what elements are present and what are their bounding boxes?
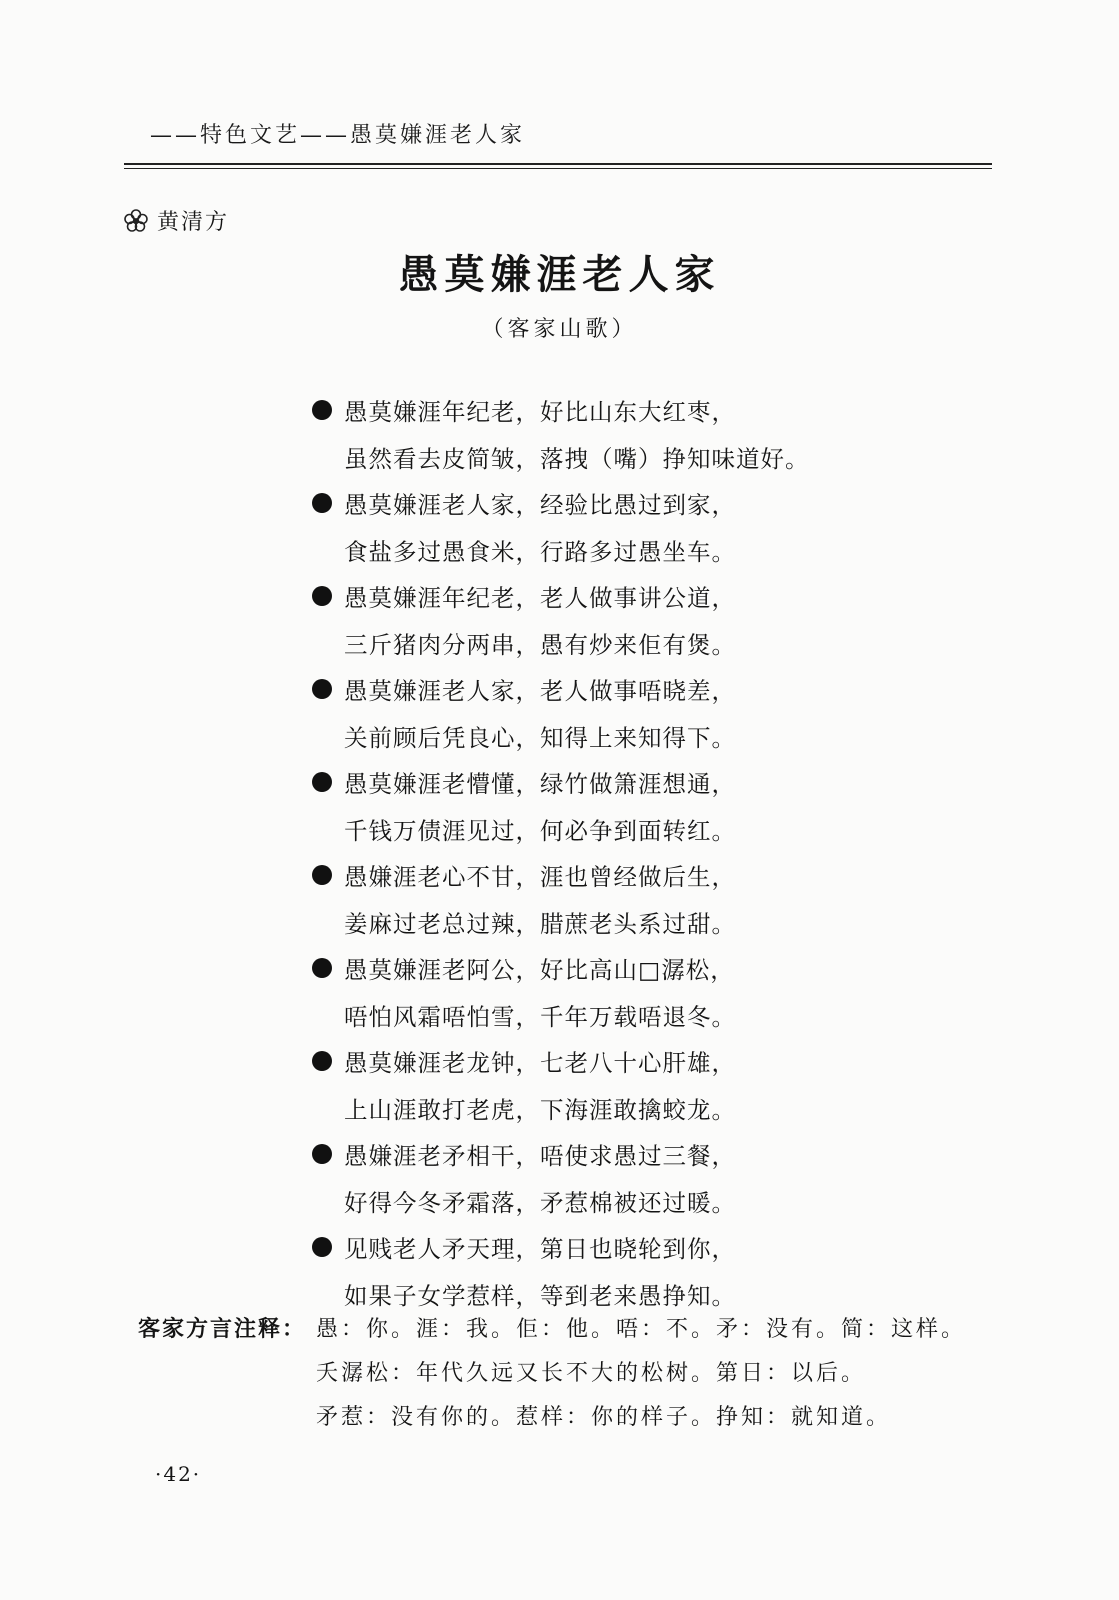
stanza <box>312 1224 872 1317</box>
author-name: 黄清方 <box>157 210 230 235</box>
stanza-line <box>312 480 872 527</box>
bullet-icon <box>312 1051 332 1071</box>
bullet-icon <box>312 1237 332 1257</box>
stanza <box>312 1131 872 1224</box>
stanza-line <box>312 1224 872 1271</box>
stanza-line <box>312 992 872 1039</box>
stanza-line <box>312 759 872 806</box>
bullet-icon <box>312 493 332 513</box>
stanza <box>312 480 872 573</box>
flower-icon <box>123 208 149 234</box>
stanza-line <box>312 1085 872 1132</box>
stanza <box>312 945 872 1038</box>
stanza-line <box>312 899 872 946</box>
stanza-line <box>312 666 872 713</box>
page-number: ·42· <box>155 1462 202 1486</box>
stanza-text: 愚莫嫌涯老人家，经验比愚过到家， <box>344 491 736 520</box>
stanza-text: 如果子女学惹样，等到老来愚挣知。 <box>344 1281 736 1310</box>
note-row <box>138 1393 966 1437</box>
note-text: 矛惹：没有你的。惹样：你的样子。挣知：就知道。 <box>316 1404 892 1430</box>
stanza-text: 姜麻过老总过辣，腊蔗老头系过甜。 <box>344 909 736 938</box>
bullet-icon <box>312 679 332 699</box>
stanza-text: 上山涯敢打老虎，下海涯敢擒蛟龙。 <box>344 1095 736 1124</box>
note-row <box>138 1305 966 1349</box>
stanza-text: 关前顾后凭良心，知得上来知得下。 <box>344 723 736 752</box>
author-line <box>123 205 229 236</box>
stanza-text: 愚莫嫌涯老阿公，好比高山□潺松， <box>344 956 735 985</box>
bullet-icon <box>312 1144 332 1164</box>
stanza-line <box>312 713 872 760</box>
stanza-line <box>312 620 872 667</box>
stanza-line <box>312 387 872 434</box>
stanza-text: 愚嫌涯老心不甘，涯也曾经做后生， <box>344 863 736 892</box>
poem-title: 愚莫嫌涯老人家 <box>398 251 721 298</box>
stanza <box>312 1038 872 1131</box>
stanza-line <box>312 852 872 899</box>
poem-body <box>312 387 872 1317</box>
bullet-icon <box>312 772 332 792</box>
stanza-text: 愚莫嫌涯老人家，老人做事唔晓差， <box>344 677 736 706</box>
stanza-line <box>312 1178 872 1225</box>
poem-subtitle: （客家山歌） <box>481 317 638 342</box>
stanza-text: 愚莫嫌涯老龙钟，七老八十心肝雄， <box>344 1049 736 1078</box>
bullet-icon <box>312 865 332 885</box>
stanza-text: 愚莫嫌涯年纪老，好比山东大红枣， <box>344 398 736 427</box>
bullet-icon <box>312 586 332 606</box>
stanza-line <box>312 806 872 853</box>
stanza-text: 好得今冬矛霜落，矛惹棉被还过暖。 <box>344 1188 736 1217</box>
stanza <box>312 387 872 480</box>
notes-label: 客家方言注释： <box>138 1316 307 1342</box>
stanza-text: 三斤猪肉分两串，愚有炒来佢有煲。 <box>344 630 736 659</box>
header-rule-thin <box>124 168 992 169</box>
stanza-text: 愚莫嫌涯年纪老，老人做事讲公道， <box>344 584 736 613</box>
note-row <box>138 1349 966 1393</box>
stanza <box>312 759 872 852</box>
stanza-line <box>312 434 872 481</box>
bullet-icon <box>312 958 332 978</box>
note-text: 夭潺松：年代久远又长不大的松树。第日：以后。 <box>316 1360 867 1386</box>
stanza-text: 虽然看去皮简皱，落拽（嘴）挣知味道好。 <box>344 444 810 473</box>
dialect-notes <box>138 1305 966 1437</box>
stanza <box>312 852 872 945</box>
stanza-line <box>312 1131 872 1178</box>
stanza-line <box>312 527 872 574</box>
stanza <box>312 666 872 759</box>
stanza-text: 唔怕风霜唔怕雪，千年万载唔退冬。 <box>344 1002 736 1031</box>
note-text: 愚：你。涯：我。佢：他。唔：不。矛：没有。简：这样。 <box>316 1316 967 1342</box>
stanza-line <box>312 1038 872 1085</box>
stanza-text: 千钱万债涯见过，何必争到面转红。 <box>344 816 736 845</box>
stanza-line <box>312 945 872 992</box>
stanza-text: 食盐多过愚食米，行路多过愚坐车。 <box>344 537 736 566</box>
stanza <box>312 573 872 666</box>
stanza-text: 见贱老人矛天理，第日也晓轮到你， <box>344 1235 736 1264</box>
stanza-text: 愚莫嫌涯老懵懂，绿竹做箫涯想通， <box>344 770 736 799</box>
stanza-line <box>312 573 872 620</box>
running-header: ——特色文艺——愚莫嫌涯老人家 <box>150 123 526 148</box>
header-rule-thick <box>124 163 992 165</box>
stanza-text: 愚嫌涯老矛相干，唔使求愚过三餐， <box>344 1142 736 1171</box>
bullet-icon <box>312 400 332 420</box>
